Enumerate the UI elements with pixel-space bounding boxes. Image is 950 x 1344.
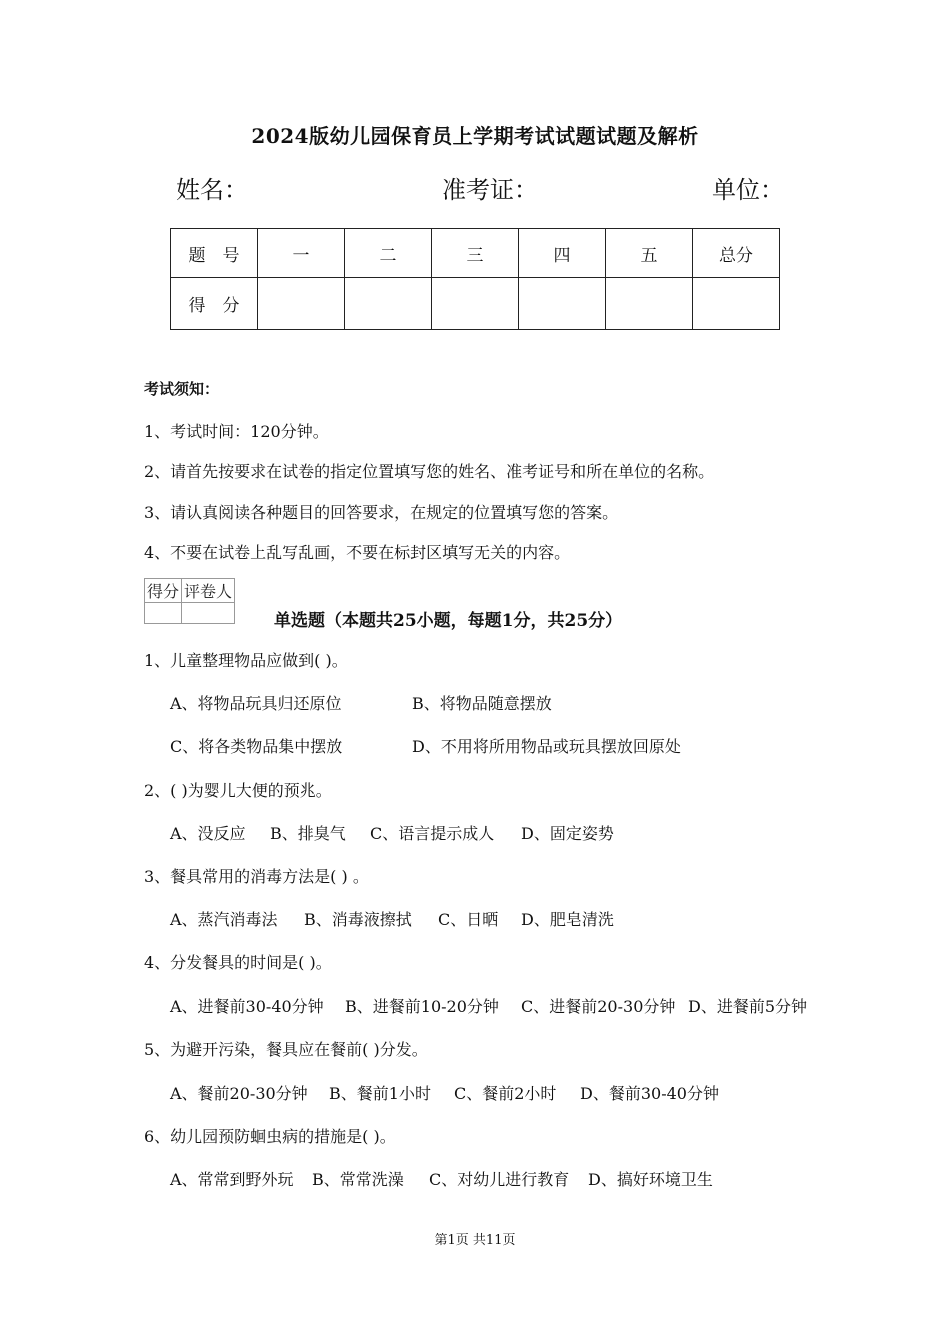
option-item: C、餐前2小时 <box>454 1084 557 1103</box>
option-item: B、消毒液擦拭 <box>304 910 412 929</box>
option-item: C、日晒 <box>438 910 499 929</box>
section-title: 单选题（本题共25小题，每题1分，共25分） <box>274 611 623 631</box>
option-item: D、不用将所用物品或玩具摆放回原处 <box>412 737 681 756</box>
score-header-cell: 总分 <box>693 229 780 278</box>
notice-item: 2、请首先按要求在试卷的指定位置填写您的姓名、准考证号和所在单位的名称。 <box>144 462 715 481</box>
option-item: B、排臭气 <box>270 824 346 843</box>
option-item: A、没反应 <box>170 824 246 843</box>
score-header-cell: 一 <box>258 229 345 278</box>
score-header-cell: 五 <box>606 229 693 278</box>
option-item: D、搞好环境卫生 <box>588 1170 713 1189</box>
score-cell[interactable] <box>258 278 345 330</box>
page-title: 2024版幼儿园保育员上学期考试试题试题及解析 <box>251 124 699 148</box>
option-item: C、进餐前20-30分钟 <box>521 997 676 1016</box>
score-header-cell: 三 <box>432 229 519 278</box>
score-header-cell: 四 <box>519 229 606 278</box>
option-item: D、固定姿势 <box>521 824 614 843</box>
option-item: C、对幼儿进行教育 <box>429 1170 570 1189</box>
option-item: A、将物品玩具归还原位 <box>170 694 342 713</box>
score-header-cell: 二 <box>345 229 432 278</box>
score-table-header-row <box>171 229 780 278</box>
option-item: A、常常到野外玩 <box>170 1170 294 1189</box>
option-item: C、将各类物品集中摆放 <box>170 737 343 756</box>
option-item: A、进餐前30-40分钟 <box>170 997 324 1016</box>
option-item: B、常常洗澡 <box>312 1170 404 1189</box>
score-row-label: 得 分 <box>171 278 258 330</box>
unit-field-label: 单位： <box>712 176 784 204</box>
score-cell[interactable] <box>519 278 606 330</box>
notice-item: 4、不要在试卷上乱写乱画，不要在标封区填写无关的内容。 <box>144 543 571 562</box>
notice-item: 1、考试时间：120分钟。 <box>144 422 329 441</box>
name-field-label: 姓名： <box>176 176 248 204</box>
question-stem: 6、幼儿园预防蛔虫病的措施是( )。 <box>144 1127 396 1146</box>
option-item: D、餐前30-40分钟 <box>580 1084 719 1103</box>
score-table <box>170 228 780 330</box>
page-footer: 第1页 共11页 <box>434 1233 516 1248</box>
option-item: B、进餐前10-20分钟 <box>345 997 499 1016</box>
option-item: B、餐前1小时 <box>329 1084 431 1103</box>
option-item: A、蒸汽消毒法 <box>170 910 278 929</box>
grader-score-cell[interactable] <box>145 603 182 624</box>
option-item: D、肥皂清洗 <box>521 910 614 929</box>
grader-name-label: 评卷人 <box>182 579 235 603</box>
option-item: C、语言提示成人 <box>370 824 495 843</box>
question-stem: 3、餐具常用的消毒方法是( ) 。 <box>144 867 369 886</box>
option-item: B、将物品随意摆放 <box>412 694 552 713</box>
question-stem: 1、儿童整理物品应做到( )。 <box>144 651 348 670</box>
exam-id-field-label: 准考证： <box>442 176 538 204</box>
notice-heading: 考试须知： <box>144 380 220 398</box>
grader-box <box>144 578 235 624</box>
score-cell[interactable] <box>345 278 432 330</box>
score-cell[interactable] <box>693 278 780 330</box>
option-item: D、进餐前5分钟 <box>688 997 808 1016</box>
score-header-cell: 题 号 <box>171 229 258 278</box>
score-cell[interactable] <box>606 278 693 330</box>
score-cell[interactable] <box>432 278 519 330</box>
question-stem: 4、分发餐具的时间是( )。 <box>144 953 332 972</box>
question-stem: 2、( )为婴儿大便的预兆。 <box>144 781 332 800</box>
question-stem: 5、为避开污染，餐具应在餐前( )分发。 <box>144 1040 428 1059</box>
option-item: A、餐前20-30分钟 <box>170 1084 308 1103</box>
grader-score-label: 得分 <box>145 579 182 603</box>
score-table-score-row <box>171 278 780 330</box>
grader-name-cell[interactable] <box>182 603 235 624</box>
notice-item: 3、请认真阅读各种题目的回答要求，在规定的位置填写您的答案。 <box>144 503 619 522</box>
